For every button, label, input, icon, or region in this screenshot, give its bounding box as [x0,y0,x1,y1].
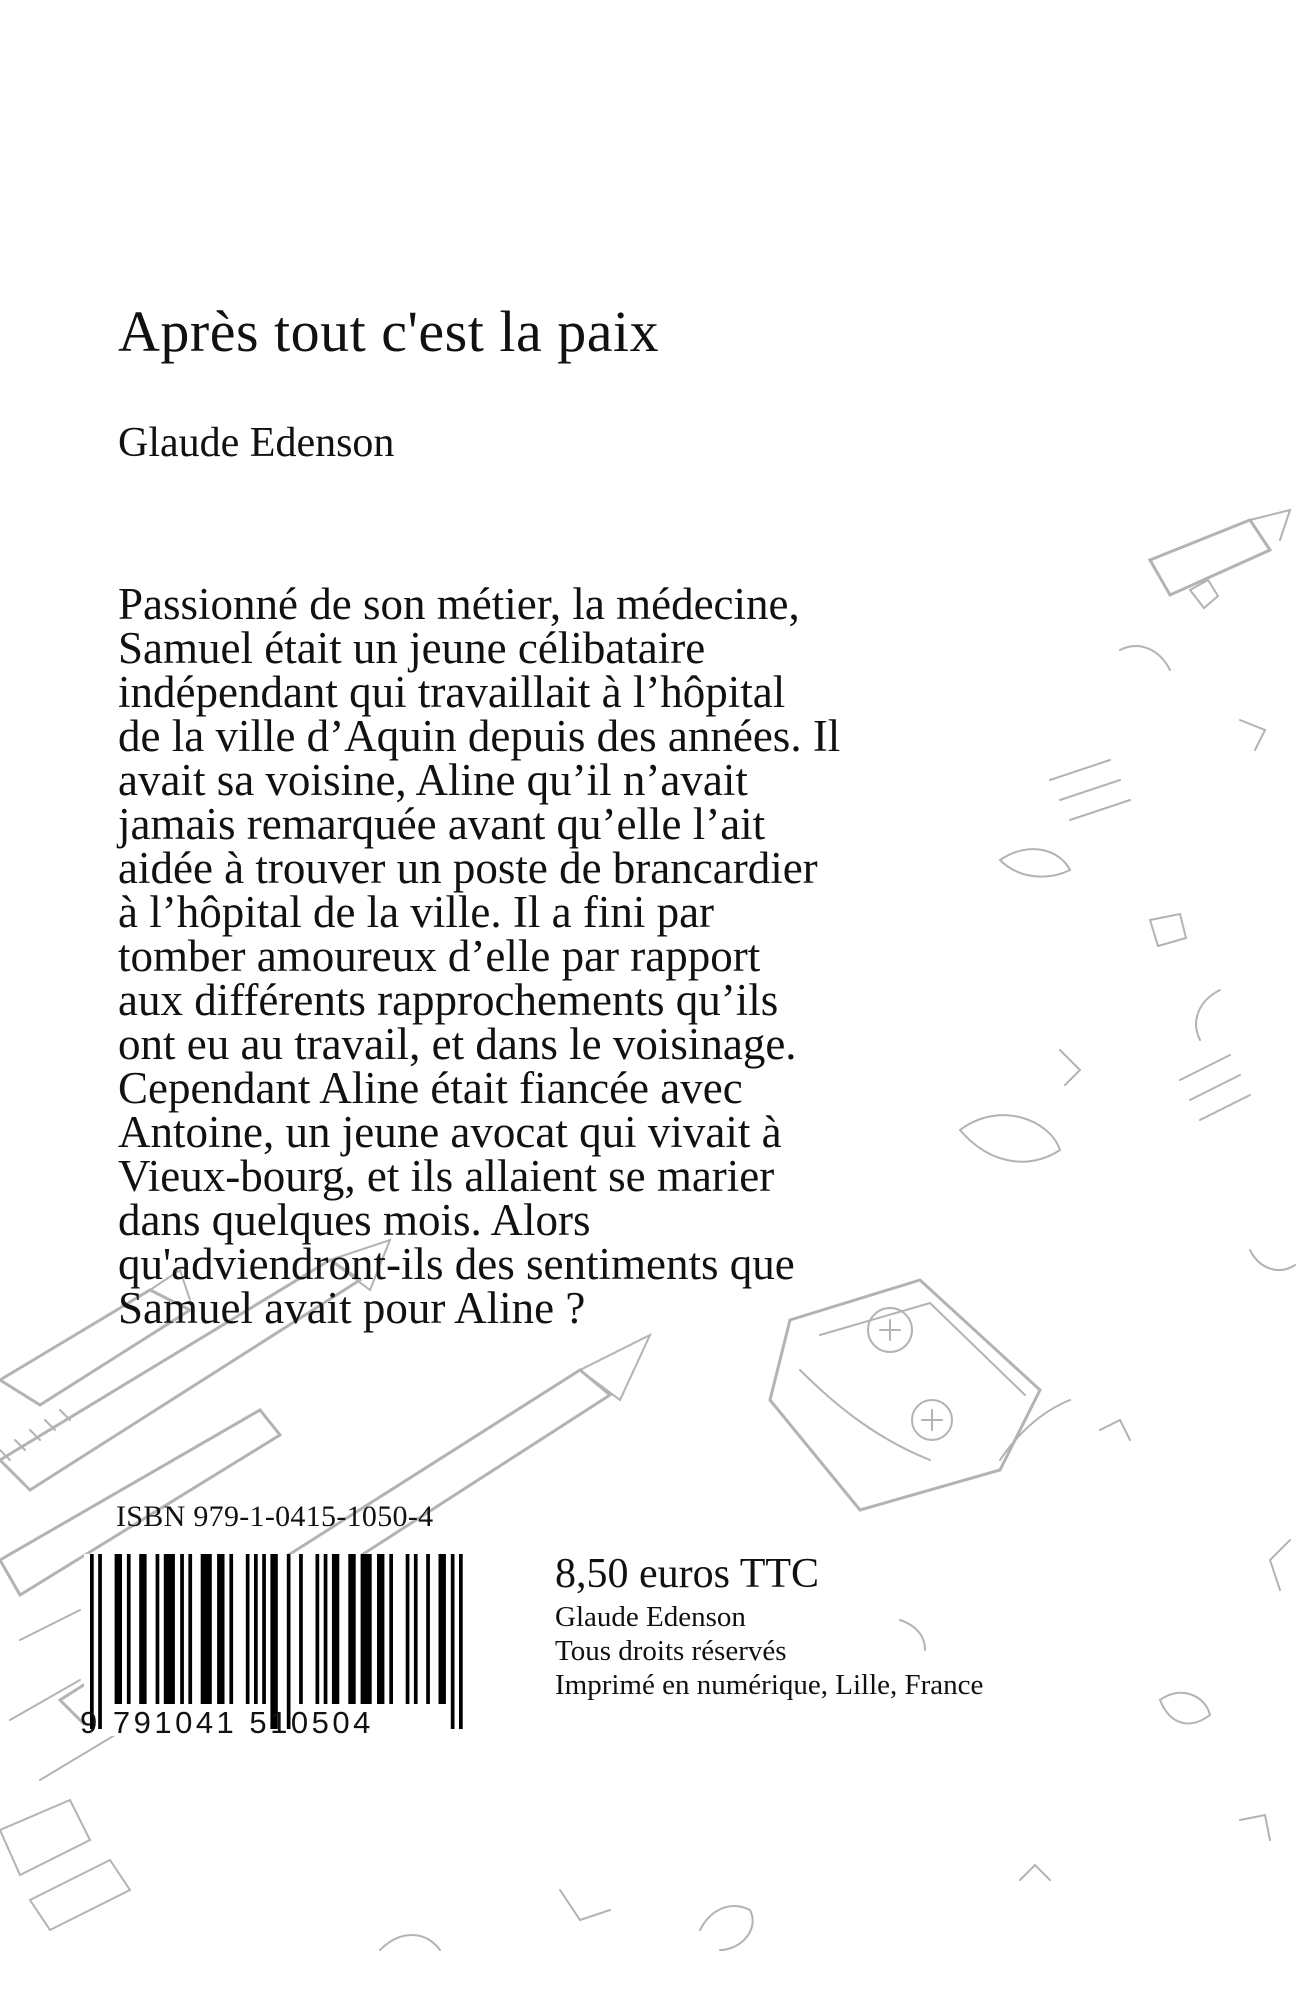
blurb-line: Cependant Aline était fiancée avec [118,1063,743,1113]
blurb-line: avait sa voisine, Aline qu’il n’avait [118,755,748,805]
back-cover-blurb [118,579,978,1333]
barcode-bar [287,1554,291,1729]
barcode-bar [90,1554,94,1729]
barcode-bar [361,1554,372,1704]
isbn-label: ISBN 979-1-0415-1050-4 [116,1500,434,1533]
blurb-line: Antoine, un jeune avocat qui vivait à [118,1107,782,1157]
blurb-line: Passionné de son métier, la médecine, [118,579,800,629]
blurb-line: aidée à trouver un poste de brancardier [118,843,818,893]
barcode-bar [270,1554,277,1729]
barcode-bar [246,1554,250,1704]
barcode-bar [389,1554,393,1704]
barcode-bar [439,1554,446,1704]
barcode-bar [348,1554,355,1704]
barcode-bar [180,1554,184,1704]
barcode-bar [164,1554,175,1704]
book-title: Après tout c'est la paix [118,299,660,364]
blurb-line: Vieux-bourg, et ils allaient se marier [118,1151,775,1201]
barcode-bar [98,1554,102,1729]
barcode-bar [332,1554,339,1704]
barcode-bar [229,1554,233,1704]
barcode-bar [316,1554,320,1704]
blurb-line: ont eu au travail, et dans le voisinage. [118,1019,797,1069]
barcode-bar [406,1554,410,1704]
printing-info: Imprimé en numérique, Lille, France [555,1669,984,1701]
barcode-bar [414,1554,418,1704]
barcode-bar [201,1554,212,1704]
blurb-line: qu'adviendront-ils des sentiments que [118,1239,795,1289]
blurb-line: dans quelques mois. Alors [118,1195,591,1245]
barcode-bar [127,1554,131,1704]
blurb-line: de la ville d’Aquin depuis des années. Il [118,711,841,761]
rights-notice: Tous droits réservés [555,1635,787,1667]
barcode-digits: 9 791041 510504 [80,1705,374,1740]
barcode-bar [139,1554,146,1704]
blurb-line: tomber amoureux d’elle par rapport [118,931,761,981]
blurb-line: Samuel était un jeune célibataire [118,623,706,673]
blurb-line: à l’hôpital de la ville. Il a fini par [118,887,715,937]
barcode-bar [377,1554,384,1704]
price: 8,50 euros TTC [555,1551,820,1597]
barcode-bar [324,1554,328,1704]
barcode-bar [217,1554,224,1704]
barcode-bar [459,1554,463,1729]
barcode-bar [188,1554,192,1704]
blurb-line: jamais remarquée avant qu’elle l’ait [118,799,766,849]
barcode-bar [254,1554,258,1704]
barcode-bar [156,1554,160,1704]
barcode-bar [426,1554,430,1704]
barcode-bar [115,1554,122,1704]
barcode-bar [451,1554,455,1729]
blurb-line: aux différents rapprochements qu’ils [118,975,779,1025]
publisher-author: Glaude Edenson [555,1601,746,1633]
blurb-line: Samuel avait pour Aline ? [118,1283,586,1333]
publisher-info [555,1600,983,1702]
book-author: Glaude Edenson [118,420,395,466]
barcode-bar [262,1554,266,1704]
barcode-bar [299,1554,303,1704]
blurb-line: indépendant qui travaillait à l’hôpital [118,667,786,717]
